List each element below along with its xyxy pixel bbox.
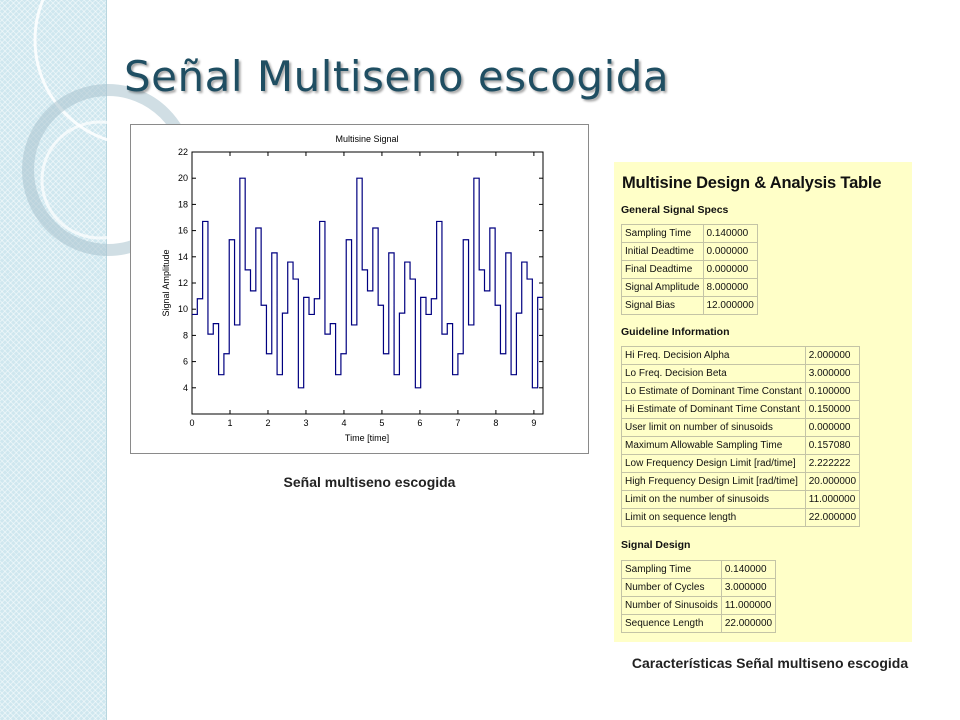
signal-design-row <box>622 579 776 597</box>
guideline-label: Maximum Allowable Sampling Time <box>622 437 806 455</box>
guideline-value: 0.157080 <box>805 437 859 455</box>
x-tick-label: 2 <box>265 418 271 428</box>
y-tick-label: 10 <box>177 304 188 315</box>
general-spec-row <box>622 243 758 261</box>
general-spec-value: 8.000000 <box>703 279 757 297</box>
general-specs-table <box>621 224 758 315</box>
guideline-value: 2.222222 <box>805 455 859 473</box>
signal-design-row <box>622 561 776 579</box>
guideline-row <box>622 401 860 419</box>
chart-svg <box>131 125 588 453</box>
signal-design-value: 22.000000 <box>721 615 775 633</box>
guideline-value: 22.000000 <box>805 509 859 527</box>
guideline-row <box>622 437 860 455</box>
guideline-row <box>622 473 860 491</box>
x-tick-label: 5 <box>379 418 385 428</box>
y-tick-label: 20 <box>177 173 188 184</box>
guideline-row <box>622 509 860 527</box>
signal-design-row <box>622 615 776 633</box>
slide-title: Señal Multiseno escogida <box>124 52 670 101</box>
general-spec-row <box>622 297 758 315</box>
y-tick-label: 12 <box>177 278 188 288</box>
table-title: Multisine Design & Analysis Table <box>622 174 882 192</box>
signal-design-heading: Signal Design <box>621 539 691 551</box>
guideline-row <box>622 365 860 383</box>
chart-title: Multisine Signal <box>335 134 399 144</box>
y-tick-label: 4 <box>182 382 188 393</box>
guideline-row <box>622 491 860 509</box>
guideline-value: 0.100000 <box>805 383 859 401</box>
guideline-label: Hi Estimate of Dominant Time Constant <box>622 401 806 419</box>
guideline-row <box>622 419 860 437</box>
general-spec-label: Signal Amplitude <box>622 279 704 297</box>
guideline-label: Low Frequency Design Limit [rad/time] <box>622 455 806 473</box>
y-tick-label: 14 <box>177 251 188 262</box>
y-tick-label: 22 <box>177 147 188 157</box>
general-spec-row <box>622 279 758 297</box>
general-spec-label: Initial Deadtime <box>622 243 704 261</box>
guideline-label: High Frequency Design Limit [rad/time] <box>622 473 806 491</box>
general-spec-label: Final Deadtime <box>622 261 704 279</box>
signal-design-row <box>622 597 776 615</box>
signal-design-label: Number of Cycles <box>622 579 722 597</box>
guideline-heading: Guideline Information <box>621 326 730 338</box>
guideline-value: 20.000000 <box>805 473 859 491</box>
guideline-row <box>622 347 860 365</box>
signal-design-label: Number of Sinusoids <box>622 597 722 615</box>
multisine-design-table-panel <box>614 162 912 642</box>
y-axis-label: Signal Amplitude <box>161 249 171 317</box>
general-spec-value: 0.000000 <box>703 243 757 261</box>
guideline-label: Lo Freq. Decision Beta <box>622 365 806 383</box>
x-tick-label: 1 <box>227 418 233 428</box>
guideline-row <box>622 383 860 401</box>
x-tick-label: 0 <box>189 418 195 428</box>
signal-design-table <box>621 560 776 633</box>
general-spec-row <box>622 261 758 279</box>
signal-design-value: 0.140000 <box>721 561 775 579</box>
guideline-value: 2.000000 <box>805 347 859 365</box>
signal-design-value: 3.000000 <box>721 579 775 597</box>
general-specs-heading: General Signal Specs <box>621 204 729 216</box>
guideline-table <box>621 346 860 527</box>
signal-design-value: 11.000000 <box>721 597 775 615</box>
signal-design-label: Sampling Time <box>622 561 722 579</box>
guideline-value: 0.150000 <box>805 401 859 419</box>
general-spec-value: 12.000000 <box>703 297 757 315</box>
side-decoration-panel <box>0 0 107 720</box>
guideline-label: Lo Estimate of Dominant Time Constant <box>622 383 806 401</box>
general-spec-value: 0.000000 <box>703 261 757 279</box>
y-tick-label: 8 <box>182 330 188 341</box>
y-tick-label: 6 <box>182 356 188 367</box>
guideline-row <box>622 455 860 473</box>
x-tick-label: 3 <box>303 418 309 428</box>
guideline-label: User limit on number of sinusoids <box>622 419 806 437</box>
general-spec-value: 0.140000 <box>703 225 757 243</box>
guideline-value: 3.000000 <box>805 365 859 383</box>
general-spec-label: Sampling Time <box>622 225 704 243</box>
general-spec-row <box>622 225 758 243</box>
chart-caption: Señal multiseno escogida <box>283 474 456 490</box>
table-caption: Características Señal multiseno escogida <box>631 655 909 671</box>
signal-design-label: Sequence Length <box>622 615 722 633</box>
guideline-value: 11.000000 <box>805 491 859 509</box>
x-tick-label: 6 <box>417 418 423 428</box>
y-tick-label: 16 <box>177 225 188 236</box>
y-tick-label: 18 <box>177 199 188 210</box>
x-tick-label: 7 <box>455 418 461 428</box>
guideline-label: Limit on sequence length <box>622 509 806 527</box>
general-spec-label: Signal Bias <box>622 297 704 315</box>
x-tick-label: 4 <box>341 418 347 428</box>
x-tick-label: 9 <box>531 418 537 428</box>
multisine-chart <box>130 124 589 454</box>
guideline-label: Hi Freq. Decision Alpha <box>622 347 806 365</box>
x-axis-label: Time [time] <box>344 433 390 443</box>
x-tick-label: 8 <box>493 418 499 428</box>
guideline-value: 0.000000 <box>805 419 859 437</box>
guideline-label: Limit on the number of sinusoids <box>622 491 806 509</box>
